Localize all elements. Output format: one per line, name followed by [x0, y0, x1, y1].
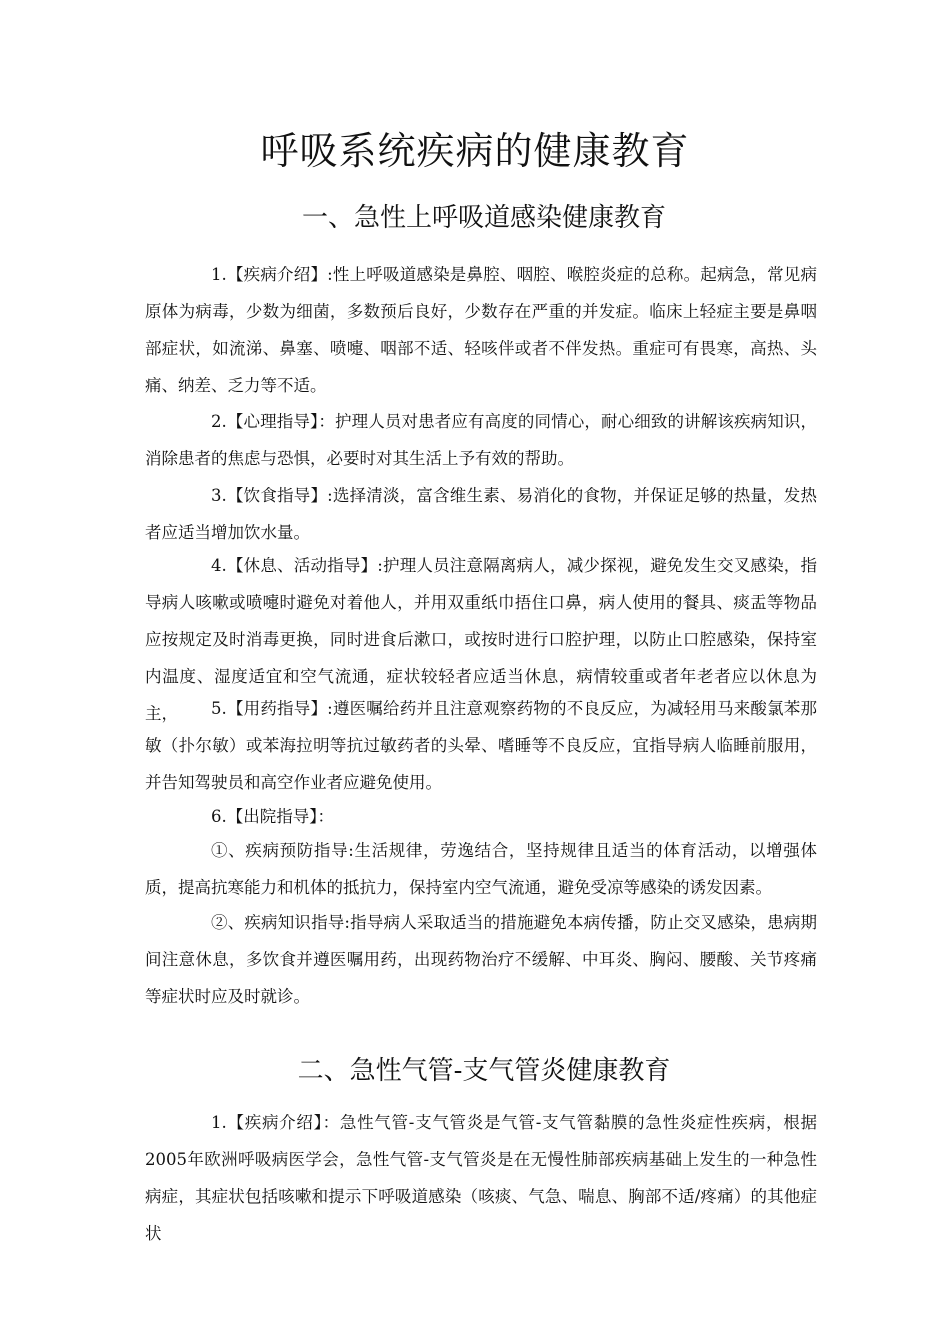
document-title: 呼吸系统疾病的健康教育 [260, 129, 690, 173]
section-1-heading: 一、急性上呼吸道感染健康教育 [301, 203, 666, 233]
medication-guidance-paragraph: 5.【用药指导】:遵医嘱给药并且注意观察药物的不良反应，为减轻用马来酸氯苯那敏（扑尔敏）或苯海拉明等抗过敏药者的头晕、嗜睡等不良反应，宜指导病人临睡前服用，并告知驾驶员和高空作业者应避免使用。 [145, 699, 817, 792]
disease-intro-paragraph: 1.【疾病介绍】:性上呼吸道感染是鼻腔、咽腔、喉腔炎症的总称。起病急，常见病原体为病毒，少数为细菌，多数预后良好，少数存在严重的并发症。临床上轻症主要是鼻咽部症状，如流涕、鼻塞、喷嚏、咽部不适、轻咳伴或者不伴发热。重症可有畏寒，高热、头痛、纳差、乏力等不适。 [145, 265, 817, 395]
diet-guidance-paragraph: 3.【饮食指导】:选择清淡，富含维生素、易消化的食物，并保证足够的热量，发热者应适当增加饮水量。 [145, 486, 817, 542]
section-2-heading: 二、急性气管-支气管炎健康教育 [297, 1056, 671, 1086]
bronchitis-intro-paragraph: 1.【疾病介绍】：急性气管-支气管炎是气管-支气管黏膜的急性炎症性疾病，根据2005年欧洲呼吸病医学会，急性气管-支气管炎是在无慢性肺部疾病基础上发生的一种急性病症，其症状包括咳嗽和提示下呼吸道感染（咳痰、气急、喘息、胸部不适/疼痛）的其他症状 [145, 1113, 817, 1243]
disease-prevention-paragraph: ①、疾病预防指导:生活规律，劳逸结合，坚持规律且适当的体育活动，以增强体质，提高抗寒能力和机体的抵抗力，保持室内空气流通，避免受凉等感染的诱发因素。 [145, 841, 817, 897]
discharge-guidance-heading: 6.【出院指导】： [211, 807, 334, 826]
psychological-guidance-paragraph: 2.【心理指导】：护理人员对患者应有高度的同情心，耐心细致的讲解该疾病知识，消除患者的焦虑与恐惧，必要时对其生活上予有效的帮助。 [145, 412, 817, 468]
disease-knowledge-paragraph: ②、疾病知识指导:指导病人采取适当的措施避免本病传播，防止交叉感染，患病期间注意休息，多饮食并遵医嘱用药，出现药物治疗不缓解、中耳炎、胸闷、腰酸、关节疼痛等症状时应及时就诊。 [145, 913, 817, 1006]
rest-activity-guidance-paragraph: 4.【休息、活动指导】:护理人员注意隔离病人，减少探视，避免发生交叉感染，指导病人咳嗽或喷嚏时避免对着他人，并用双重纸巾捂住口鼻，病人使用的餐具、痰盂等物品应按规定及时消毒更换，同时进食后漱口，或按时进行口腔护理，以防止口腔感染，保持室内温度、湿度适宜和空气流通，症状较轻者应适当休息，病情较重或者年老者应以休息为主， [145, 556, 817, 723]
